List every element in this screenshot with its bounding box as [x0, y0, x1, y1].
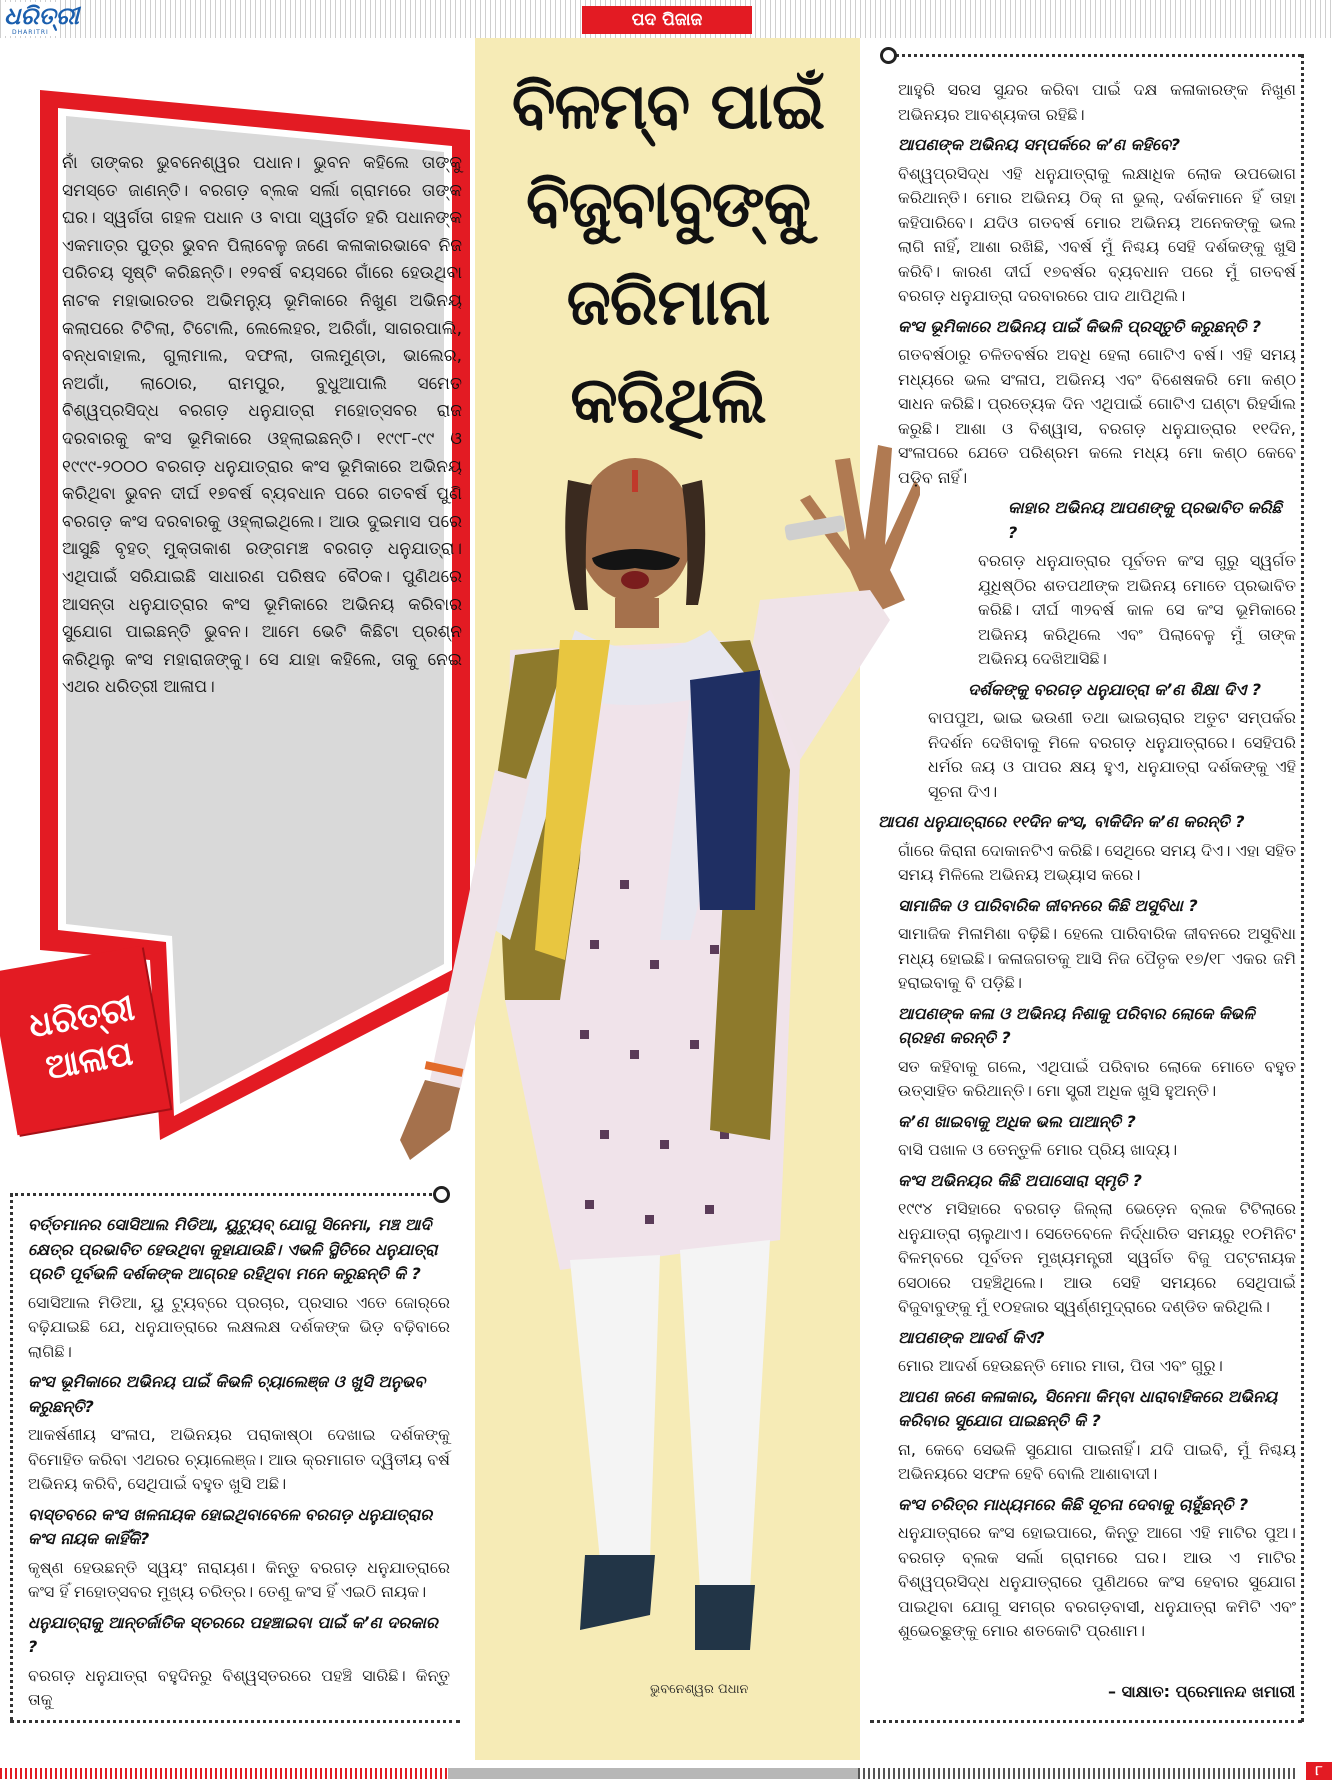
left-hand [400, 1080, 460, 1160]
question: କ’ଣ ଖାଇବାକୁ ଅଧିକ ଭଲ ପାଆନ୍ତି ? [898, 1111, 1136, 1131]
answer: ଧନୁଯାତ୍ରାରେ କଂସ ହୋଇପାରେ, କିନ୍ତୁ ଆଗେ ଏହି ମାଟିର ପୁଅ। ବରଗଡ଼ ବ୍ଲକ ସର୍ଲା ଗ୍ରାମରେ ଘର। ଆଉ ଏ ମାଟିର ବିଶ୍ୱପ୍ରସିଦ୍ଧ ଧନୁଯାତ୍ରାରେ ପୁଣିଥରେ କଂସ ହେବାର ସୁଯୋଗ ପାଇଥିବା ଯୋଗୁ ସମଗ୍ର ବରଗଡ଼ବାସୀ, ଧନୁଯାତ୍ରା କମିଟି ଏବଂ ଶୁଭେଚ୍ଛୁଙ୍କୁ ମୋର ଶତକୋଟି ପ୍ରଣାମ। [898, 1523, 1296, 1640]
badge-line-2: ଆଳାପ [42, 1033, 136, 1088]
newspaper-logo: ଧରିତ୍ରୀ DHARITRI [4, 2, 79, 36]
answer: ଆକର୍ଷଣୀୟ ସଂଳାପ, ଅଭିନୟର ପରାକାଷ୍ଠା ଦେଖାଇ ଦର୍ଶକଙ୍କୁ ବିମୋହିତ କରିବା ଏଥରର ଚ୍ୟାଲେଞ୍ଜ। ଆଉ କ୍ରମାଗତ ଦ୍ୱିତୀୟ ବର୍ଷ ଅଭିନୟ କରିବି, ସେଥିପାଇଁ ବହୁତ ଖୁସି ଅଛି। [28, 1425, 450, 1493]
question: ସାମାଜିକ ଓ ପାରିବାରିକ ଜୀବନରେ କିଛି ଅସୁବିଧା ? [898, 895, 1198, 915]
question: ଆପଣ ଜଣେ କଳାକାର, ସିନେମା କିମ୍ବା ଧାରାବାହିକରେ ଅଭିନୟ କରିବାର ସୁଯୋଗ ପାଇଛନ୍ତି କି ? [898, 1386, 1278, 1430]
answer: ବିଶ୍ୱପ୍ରସିଦ୍ଧ ଏହି ଧନୁଯାତ୍ରାକୁ ଲକ୍ଷାଧିକ ଲୋକ ଉପଭୋଗ କରିଥାନ୍ତି। ମୋର ଅଭିନୟ ଠିକ୍ ନା ଭୁଲ୍, ଦର୍ଶକମାନେ ହିଁ ତାହା କହିପାରିବେ। ଯଦିଓ ଗତବର୍ଷ ମୋର ଅଭିନୟ ଅନେକଙ୍କୁ ଭଲ ଲାଗି ନାହିଁ, ଆଶା ରଖିଛି, ଏବର୍ଷ ମୁଁ ନିଶ୍ଚୟ ସେହି ଦର୍ଶକଙ୍କୁ ଖୁସି କରିବି। କାରଣ ଦୀର୍ଘ ୧୭ବର୍ଷର ବ୍ୟବଧାନ ପରେ ମୁଁ ଗତବର୍ଷ ବରଗଡ଼ ଧନୁଯାତ୍ରା ଦରବାରରେ ପାଦ ଥାପିଥିଲି। [898, 163, 1296, 305]
right-frame-bottom [870, 1720, 1302, 1723]
answer: ଗାଁରେ କିରାନା ଦୋକାନଟିଏ କରିଛି। ସେଥିରେ ସମୟ ଦିଏ। ଏହା ସହିତ ସମୟ ମିଳିଲେ ଅଭିନୟ ଅଭ୍ୟାସ କରେ। [898, 840, 1296, 884]
question: କଂସ ଭୂମିକାରେ ଅଭିନୟ ପାଇଁ କିଭଳି ଚ୍ୟାଲେଞ୍ଜ ଓ ଖୁସି ଅନୁଭବ କରୁଛନ୍ତି? [28, 1372, 426, 1416]
left-frame-left [10, 1193, 13, 1721]
photo-caption: ଭୁବନେଶ୍ୱର ପଧାନ [650, 1682, 749, 1697]
question: ଧନୁଯାତ୍ରାକୁ ଆନ୍ତର୍ଜାତିକ ସ୍ତରରେ ପହଞ୍ଚାଇବା ପାଇଁ କ’ଣ ଦରକାର ? [28, 1612, 438, 1656]
answer: ସତ କହିବାକୁ ଗଲେ, ଏଥିପାଇଁ ପରିବାର ଲୋକେ ମୋତେ ବହୁତ ଉତ୍ସାହିତ କରିଥାନ୍ତି। ମୋ ସ୍ତ୍ରୀ ଅଧିକ ଖୁସି ହୁଅନ୍ତି। [898, 1056, 1296, 1100]
answer: ଆହୁରି ସରସ ସୁନ୍ଦର କରିବା ପାଇଁ ଦକ୍ଷ କଳାକାରଙ୍କ ନିଖୁଣ ଅଭିନୟର ଆବଶ୍ୟକତା ରହିଛି। [898, 80, 1296, 124]
right-shoe [695, 1585, 755, 1650]
question: ଆପଣ ଧନୁଯାତ୍ରାରେ ୧୧ଦିନ କଂସ, ବାକିଦିନ କ’ଣ କରନ୍ତି ? [878, 812, 1245, 831]
question: କାହାର ଅଭିନୟ ଆପଣଙ୍କୁ ପ୍ରଭାବିତ କରିଛି ? [1008, 498, 1282, 542]
question: ଦର୍ଶକଙ୍କୁ ବରଗଡ଼ ଧନୁଯାତ୍ରା କ’ଣ ଶିକ୍ଷା ଦିଏ ? [968, 679, 1261, 699]
question: ଆପଣଙ୍କ ଆଦର୍ଶ କିଏ? [898, 1327, 1045, 1347]
headline [478, 58, 858, 450]
question: କଂସ ଅଭିନୟର କିଛି ଅପାସୋରା ସ୍ମୃତି ? [898, 1170, 1142, 1190]
left-frame-bottom [10, 1720, 460, 1723]
answer: ବରଗଡ଼ ଧନୁଯାତ୍ରାର ପୂର୍ବତନ କଂସ ଗୁରୁ ସ୍ୱର୍ଗତ ଯୁଧିଷ୍ଠିର ଶତପଥୀଙ୍କ ଅଭିନୟ ମୋତେ ପ୍ରଭାବିତ କରିଛି। ଦୀର୍ଘ ୩୨ବର୍ଷ କାଳ ସେ କଂସ ଭୂମିକାରେ ଅଭିନୟ କରିଥିଲେ ଏବଂ ପିଲାବେଳୁ ମୁଁ ତାଙ୍କ ଅଭିନୟ ଦେଖିଆସିଛି। [978, 551, 1296, 668]
footer [0, 1760, 1335, 1780]
left-shoe [580, 1555, 655, 1630]
answer: ବାସି ପଖାଳ ଓ ତେନ୍ତୁଳି ମୋର ପ୍ରିୟ ଖାଦ୍ୟ। [898, 1140, 1178, 1159]
badge-line-1: ଧରିତ୍ରୀ [25, 988, 138, 1047]
page-number: ୮ [1306, 1762, 1332, 1780]
question: କଂସ ଚରିତ୍ର ମାଧ୍ୟମରେ କିଛି ସୂଚନା ଦେବାକୁ ଚାହୁଁଛନ୍ତି ? [898, 1494, 1249, 1514]
answer: ନା, କେବେ ସେଭଳି ସୁଯୋଗ ପାଇନାହିଁ। ଯଦି ପାଇବି, ମୁଁ ନିଶ୍ଚୟ ଅଭିନୟରେ ସଫଳ ହେବି ବୋଲି ଆଶାବାଦୀ। [898, 1439, 1296, 1483]
left-leg [570, 1255, 660, 1560]
right-frame-right [1301, 54, 1304, 1722]
answer: ସାମାଜିକ ମିଳାମିଶା ବଢ଼ିଛି। ହେଲେ ପାରିବାରିକ ଜୀବନରେ ଅସୁବିଧା ମଧ୍ୟ ହୋଇଛି। କଳାଜଗତକୁ ଆସି ନିଜ ପୈତୃକ ୧୭/୧୮ ଏକର ଜମି ହରାଇବାକୁ ବି ପଡ଼ିଛି। [898, 924, 1296, 992]
question: ଆପଣଙ୍କ ଅଭିନୟ ସମ୍ପର୍କରେ କ’ଣ କହିବେ? [898, 135, 1181, 154]
left-qa-column [28, 1208, 450, 1719]
footer-bar-right [858, 1768, 1298, 1779]
headline-line-2: ବିଜୁବାବୁଙ୍କୁ [525, 168, 811, 242]
answer: କୃଷ୍ଣ ହେଉଛନ୍ତି ସ୍ୱୟଂ ନାରାୟଣ। କିନ୍ତୁ ବରଗଡ଼ ଧନୁଯାତ୍ରାରେ କଂସ ହିଁ ମହୋତ୍ସବର ମୁଖ୍ୟ ଚରିତ୍ର। ତେଣୁ କଂସ ହିଁ ଏଇଠି ନାୟକ। [28, 1557, 450, 1601]
open-mouth [621, 571, 649, 589]
headline-line-4: କରିଥିଲି [570, 364, 766, 438]
answer: ଗତବର୍ଷଠାରୁ ଚଳିତବର୍ଷର ଅବଧି ହେଲା ଗୋଟିଏ ବର୍ଷ। ଏହି ସମୟ ମଧ୍ୟରେ ଭଲ ସଂଳାପ, ଅଭିନୟ ଏବଂ ବିଶେଷକରି ମୋ କଣ୍ଠ ସାଧନ କରିଛି। ପ୍ରତ୍ୟେକ ଦିନ ଏଥିପାଇଁ ଗୋଟିଏ ଘଣ୍ଟା ରିହର୍ସାଲ କରୁଛି। ଆଶା ଓ ବିଶ୍ୱାସ, ବରଗଡ଼ ଧନୁଯାତ୍ରାର ୧୧ଦିନ, ସଂଳାପରେ ଯେତେ ପରିଶ୍ରମ କଲେ ମଧ୍ୟ ମୋ କଣ୍ଠ କେବେ ପଡ଼ିବ ନାହିଁ। [898, 345, 1296, 487]
answer: ମୋର ଆଦର୍ଶ ହେଉଛନ୍ତି ମୋର ମାତା, ପିତା ଏବଂ ଗୁରୁ। [898, 1356, 1223, 1375]
footer-bar-left [0, 1768, 448, 1779]
footer-bar-middle [448, 1768, 858, 1779]
right-qa-column [878, 78, 1296, 1650]
right-leg [680, 1240, 770, 1590]
headline-line-3: ଜରିମାନା [566, 266, 770, 340]
section-label: ପଦ ପିଜାଜ [582, 6, 752, 34]
question: କଂସ ଭୂମିକାରେ ଅଭିନୟ ପାଇଁ କିଭଳି ପ୍ରସ୍ତୁତି କରୁଛନ୍ତି ? [898, 316, 1262, 336]
headline-line-1: ବିଳମ୍ବ ପାଇଁ [511, 70, 825, 144]
intro-paragraph: ନାଁ ତାଙ୍କର ଭୁବନେଶ୍ୱର ପଧାନ। ଭୁବନ କହିଲେ ତାଙ୍କୁ ସମସ୍ତେ ଜାଣନ୍ତି। ବରଗଡ଼ ବ୍ଲକ ସର୍ଲା ଗ୍ରାମରେ ତାଙ୍କ ଘର। ସ୍ୱର୍ଗତା ଗହଳ ପଧାନ ଓ ବାପା ସ୍ୱର୍ଗତ ହରି ପଧାନଙ୍କ ଏକମାତ୍ର ପୁତ୍ର ଭୁବନ ପିଲାବେଳୁ ଜଣେ କଳାକାରଭାବେ ନିଜ ପରିଚୟ ସୃଷ୍ଟି କରିଛନ୍ତି। ୧୨ବର୍ଷ ବୟସରେ ଗାଁରେ ହେଉଥିବା ନାଟକ ମହାଭାରତର ଅଭିମନ୍ୟୁ ଭୂମିକାରେ ନିଖୁଣ ଅଭିନୟ କଲାପରେ ଟିଟିଲା, ଟିଟୋଲି, ଲେଲେହର, ଅରିଗାଁ, ସାଗରପାଲି, ବନ୍ଧବାହାଲ, ଗୁଲାମାଲ, ଦଫଲା, ତାଲମୁଣ୍ଡା, ଭାଲେର, ନଅଗାଁ, ଲାଠୋର, ରାମପୁର, ବୁଧୁଆପାଲି ସମେତ ବିଶ୍ୱପ୍ରସିଦ୍ଧ ବରଗଡ଼ ଧନୁଯାତ୍ରା ମହୋତ୍ସବର ରାଜ ଦରବାରକୁ କଂସ ଭୂମିକାରେ ଓହ୍ଲାଇଛନ୍ତି। ୧୯୯୮-୯୯ ଓ ୧୯୯୯-୨୦୦୦ ବରଗଡ଼ ଧନୁଯାତ୍ରାର କଂସ ଭୂମିକାରେ ଅଭିନୟ କରିଥିବା ଭୁବନ ଦୀର୍ଘ ୧୭ବର୍ଷ ବ୍ୟବଧାନ ପରେ ଗତବର୍ଷ ପୁଣି ବରଗଡ଼ କଂସ ଦରବାରକୁ ଓହ୍ଲାଇଥିଲେ। ଆଉ ଦୁଇମାସ ପରେ ଆସୁଛି ବୃହତ୍ ମୁକ୍ତାକାଶ ରଙ୍ଗମଞ୍ଚ ବରଗଡ଼ ଧନୁଯାତ୍ରା। ଏଥିପାଇଁ ସରିଯାଇଛି ସାଧାରଣ ପରିଷଦ ବୈଠକ। ପୁଣିଥରେ ଆସନ୍ତା ଧନୁଯାତ୍ରାର କଂସ ଭୂମିକାରେ ଅଭିନୟ କରିବାର ସୁଯୋଗ ପାଇଛନ୍ତି ଭୁବନ। ଆମେ ଭେଟି କିଛିଟା ପ୍ରଶ୍ନ କରିଥିଲୁ କଂସ ମହାରାଜଙ୍କୁ। ସେ ଯାହା କହିଲେ, ତାକୁ ନେଇ ଏଥର ଧରିତ୍ରୀ ଆଳାପ। [62, 153, 462, 698]
answer: ୧୯୯୪ ମସିହାରେ ବରଗଡ଼ ଜିଲ୍ଲା ଭେଡ଼େନ ବ୍ଲକ ଟିଟିଲାରେ ଧନୁଯାତ୍ରା ଚାଲୁଥାଏ। ସେତେବେଳେ ନିର୍ଦ୍ଧାରିତ ସମୟରୁ ୧୦ମିନିଟ ବିଳମ୍ବରେ ପୂର୍ବତନ ମୁଖ୍ୟମନ୍ତ୍ରୀ ସ୍ୱର୍ଗତ ବିଜୁ ପଟ୍ଟନାୟକ ସେଠାରେ ପହଞ୍ଚିଥିଲେ। ଆଉ ସେହି ସମୟରେ ସେଥିପାଇଁ ବିଜୁବାବୁଙ୍କୁ ମୁଁ ୧୦ହଜାର ସ୍ୱର୍ଣ୍ଣମୁଦ୍ରାରେ ଦଣ୍ଡିତ କରିଥିଲି। [898, 1199, 1296, 1316]
neck [615, 598, 659, 628]
answer: ସୋସିଆଲ ମିଡିଆ, ୟୁ ଟ୍ୟୁବ୍‌ରେ ପ୍ରଚାର, ପ୍ରସାର ଏତେ ଜୋର୍‌ରେ ବଢ଼ିଯାଇଛି ଯେ, ଧନୁଯାତ୍ରାରେ ଲକ୍ଷଲକ୍ଷ ଦର୍ଶକଙ୍କ ଭିଡ଼ ବଢ଼ିବାରେ ଲାଗିଛି। [28, 1292, 450, 1361]
right-frame-top [896, 54, 1301, 57]
answer: ବାପପୁଅ, ଭାଇ ଭଉଣୀ ତଥା ଭାଇଚାରାର ଅତୁଟ ସମ୍ପର୍କର ନିଦର୍ଶନ ଦେଖିବାକୁ ମିଳେ ବରଗଡ଼ ଧନୁଯାତ୍ରାରେ। ସେହିପରି ଧର୍ମର ଜୟ ଓ ପାପର କ୍ଷୟ ହୁଏ, ଧନୁଯାତ୍ରା ଦର୍ଶକଙ୍କୁ ଏହି ସୂଚନା ଦିଏ। [928, 708, 1296, 801]
interview-credit: – ସାକ୍ଷାତ: ପ୍ରେମାନନ୍ଦ ଖମାରୀ [1108, 1682, 1296, 1701]
right-frame-ring [880, 47, 897, 64]
left-frame-ring [433, 1186, 450, 1203]
tilak [632, 470, 638, 492]
answer: ବରଗଡ଼ ଧନୁଯାତ୍ରା ବହୁଦିନରୁ ବିଶ୍ୱସ୍ତରରେ ପହଞ୍ଚି ସାରିଛି। କିନ୍ତୁ ତାକୁ [28, 1665, 450, 1709]
question: ଆପଣଙ୍କ କଳା ଓ ଅଭିନୟ ନିଶାକୁ ପରିବାର ଲୋକେ କିଭଳି ଗ୍ରହଣ କରନ୍ତି ? [898, 1003, 1255, 1047]
left-frame-top [10, 1193, 432, 1196]
question: ବାସ୍ତବରେ କଂସ ଖଳନାୟକ ହୋଇଥିବାବେଳେ ବରଗଡ଼ ଧନୁଯାତ୍ରାର କଂସ ନାୟକ କାହିଁକି? [28, 1504, 433, 1548]
question: ବର୍ତ୍ତମାନର ସୋସିଆଲ ମିଡିଆ, ୟୁଟ୍ୟୁବ୍ ଯୋଗୁ ସିନେମା, ମଞ୍ଚ ଆଦି କ୍ଷେତ୍ର ପ୍ରଭାବିତ ହେଉଥିବା କୁହାଯାଉଛି। ଏଭଳି ସ୍ଥିତିରେ ଧନୁଯାତ୍ରା ପ୍ରତି ପୂର୍ବଭଳି ଦର୍ଶକଙ୍କ ଆଗ୍ରହ ରହିଥିବା ମନେ କରୁଛନ୍ତି କି ? [28, 1215, 438, 1283]
scarf-dark [690, 670, 760, 910]
